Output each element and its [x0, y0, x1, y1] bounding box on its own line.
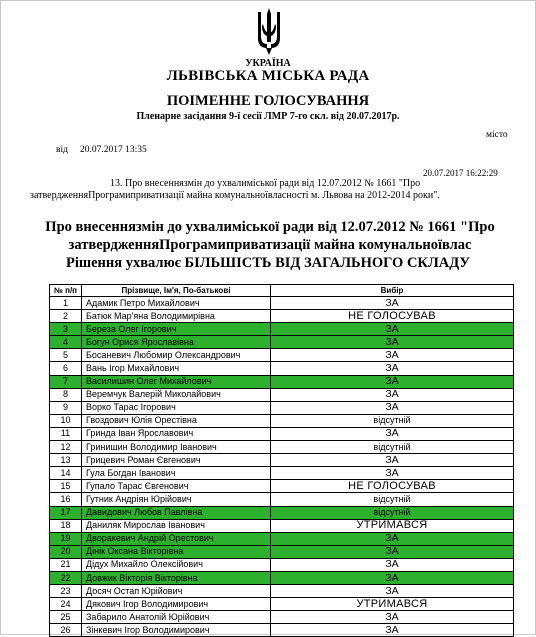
table-row: [50, 519, 514, 532]
table-row: [50, 375, 514, 388]
date-value: 20.07.2017 13:35: [80, 145, 147, 155]
table-row: [50, 467, 514, 480]
table-row: [50, 349, 514, 362]
deputy-name: Довжик Вікторія Вікторівна: [82, 571, 271, 584]
row-number: 1: [50, 297, 82, 310]
table-row: [50, 571, 514, 584]
row-number: 8: [50, 388, 82, 401]
deputy-name: Босаневич Любомир Олександрович: [82, 349, 271, 362]
column-header-choice: Вибір: [271, 285, 514, 297]
vote-choice: НЕ ГОЛОСУВАВ: [271, 480, 514, 493]
table-row: [50, 493, 514, 506]
row-number: 17: [50, 506, 82, 519]
row-number: 15: [50, 480, 82, 493]
document-title: ПОІМЕННЕ ГОЛОСУВАННЯ: [166, 93, 370, 109]
deputy-name: Василишин Олег Михайлович: [82, 375, 271, 388]
row-number: 12: [50, 441, 82, 454]
deputy-name: Береза Олег Ігорович: [82, 323, 271, 336]
row-number: 23: [50, 585, 82, 598]
vote-choice: ЗА: [271, 545, 514, 558]
vote-choice: ЗА: [271, 454, 514, 467]
row-number: 25: [50, 611, 82, 624]
table-row: [50, 454, 514, 467]
issue-number: 13.: [110, 178, 123, 189]
table-row: [50, 506, 514, 519]
table-row: [50, 441, 514, 454]
row-number: 11: [50, 427, 82, 440]
vote-choice: ЗА: [271, 532, 514, 545]
table-row: [50, 480, 514, 493]
deputy-name: Забарило Анатолій Юрійович: [82, 611, 271, 624]
row-number: 22: [50, 571, 82, 584]
print-timestamp: 20.07.2017 16:22:29: [423, 168, 498, 178]
table-row: [50, 297, 514, 310]
deputy-name: Веремчук Валерій Миколайович: [82, 388, 271, 401]
row-number: 9: [50, 401, 82, 414]
deputy-name: Даниляк Мирослав Іванович: [82, 519, 271, 532]
issue-text: Про внесеннязмін до ухвалиміської ради від 12.07.2012 № 1661 "Про затвердженняПрограмиприватизації майна комунальноївласності м. Львова на 2012-2014 роки".: [30, 178, 440, 201]
deputy-name: Ворко Тарас Ігорович: [82, 401, 271, 414]
table-row: [50, 598, 514, 611]
deputy-name: Гвоздович Юлія Орестівна: [82, 414, 271, 427]
deputy-name: Гупало Тарас Євгенович: [82, 480, 271, 493]
table-row: [50, 362, 514, 375]
deputy-name: Богун Орися Ярославівна: [82, 336, 271, 349]
decision-result: Рішення ухвалює БІЛЬШІСТЬ ВІД ЗАГАЛЬНОГО СКЛАДУ: [65, 255, 471, 271]
table-row: [50, 545, 514, 558]
table-row: [50, 611, 514, 624]
column-header-number: № п/п: [50, 285, 82, 297]
table-row: [50, 388, 514, 401]
vote-choice: ЗА: [271, 323, 514, 336]
session-info: Пленарне засідання 9-ї сесії ЛМР 7-го скл. від 20.07.2017р.: [136, 111, 400, 122]
deputy-name: Досяч Остап Юрійович: [82, 585, 271, 598]
vote-choice: УТРИМАВСЯ: [271, 598, 514, 611]
vote-choice: ЗА: [271, 624, 514, 637]
deputy-name: Дворакевич Андрій Орестович: [82, 532, 271, 545]
table-row: [50, 427, 514, 440]
vote-choice: ЗА: [271, 401, 514, 414]
column-header-name: Прізвище, Ім'я, По-батькові: [82, 285, 271, 297]
votes-table-body: [50, 297, 514, 637]
deputy-name: Давидович Любов Павлівна: [82, 506, 271, 519]
table-row: [50, 585, 514, 598]
vote-choice: ЗА: [271, 558, 514, 571]
deputy-name: Гутник Андріян Юрійович: [82, 493, 271, 506]
row-number: 21: [50, 558, 82, 571]
date-label: від: [56, 145, 68, 155]
row-number: 5: [50, 349, 82, 362]
row-number: 13: [50, 454, 82, 467]
row-number: 4: [50, 336, 82, 349]
issue-description: [30, 178, 506, 202]
vote-choice: відсутній: [271, 414, 514, 427]
vote-choice: УТРИМАВСЯ: [271, 519, 514, 532]
row-number: 20: [50, 545, 82, 558]
place-label: місто: [486, 130, 508, 140]
vote-choice: ЗА: [271, 297, 514, 310]
deputy-name: Гринишин Володимир Іванович: [82, 441, 271, 454]
deputy-name: Адамик Петро Михайлович: [82, 297, 271, 310]
vote-choice: ЗА: [271, 467, 514, 480]
row-number: 14: [50, 467, 82, 480]
row-number: 19: [50, 532, 82, 545]
vote-choice: відсутній: [271, 493, 514, 506]
council-name: ЛЬВІВСЬКА МІСЬКА РАДА: [166, 68, 370, 84]
table-row: [50, 558, 514, 571]
table-header-row: [50, 285, 514, 297]
row-number: 3: [50, 323, 82, 336]
row-number: 7: [50, 375, 82, 388]
row-number: 16: [50, 493, 82, 506]
table-row: [50, 310, 514, 323]
votes-table: [49, 284, 514, 637]
vote-choice: ЗА: [271, 571, 514, 584]
table-row: [50, 532, 514, 545]
table-row: [50, 323, 514, 336]
deputy-name: Гринда Іван Ярославович: [82, 427, 271, 440]
country-name: УКРАЇНА: [245, 58, 291, 69]
row-number: 6: [50, 362, 82, 375]
deputy-name: Дідух Михайло Олексійович: [82, 558, 271, 571]
deputy-name: Грицевич Роман Євгенович: [82, 454, 271, 467]
coat-of-arms-trident-icon: [256, 6, 282, 56]
vote-choice: ЗА: [271, 611, 514, 624]
table-row: [50, 414, 514, 427]
row-number: 24: [50, 598, 82, 611]
deputy-name: Гула Богдан Іванович: [82, 467, 271, 480]
table-row: [50, 336, 514, 349]
vote-choice: ЗА: [271, 349, 514, 362]
table-row: [50, 401, 514, 414]
issue-bold-title: Про внесеннязмін до ухвалиміської ради від 12.07.2012 № 1661 "Про затвердженняПрограмиприватизації майна комунальноївлас: [45, 219, 495, 253]
deputy-name: Дінік Оксана Вікторівна: [82, 545, 271, 558]
deputy-name: Вань Ігор Михайлович: [82, 362, 271, 375]
row-number: 2: [50, 310, 82, 323]
vote-choice: НЕ ГОЛОСУВАВ: [271, 310, 514, 323]
row-number: 26: [50, 624, 82, 637]
deputy-name: Зінкевич Ігор Володимирович: [82, 624, 271, 637]
vote-choice: ЗА: [271, 585, 514, 598]
vote-choice: ЗА: [271, 427, 514, 440]
vote-choice: ЗА: [271, 375, 514, 388]
vote-choice: ЗА: [271, 362, 514, 375]
row-number: 18: [50, 519, 82, 532]
vote-choice: відсутній: [271, 441, 514, 454]
deputy-name: Батюк Мар'яна Володимирівна: [82, 310, 271, 323]
row-number: 10: [50, 414, 82, 427]
vote-choice: відсутній: [271, 506, 514, 519]
deputy-name: Дякович Ігор Володимирович: [82, 598, 271, 611]
vote-choice: ЗА: [271, 388, 514, 401]
vote-choice: ЗА: [271, 336, 514, 349]
